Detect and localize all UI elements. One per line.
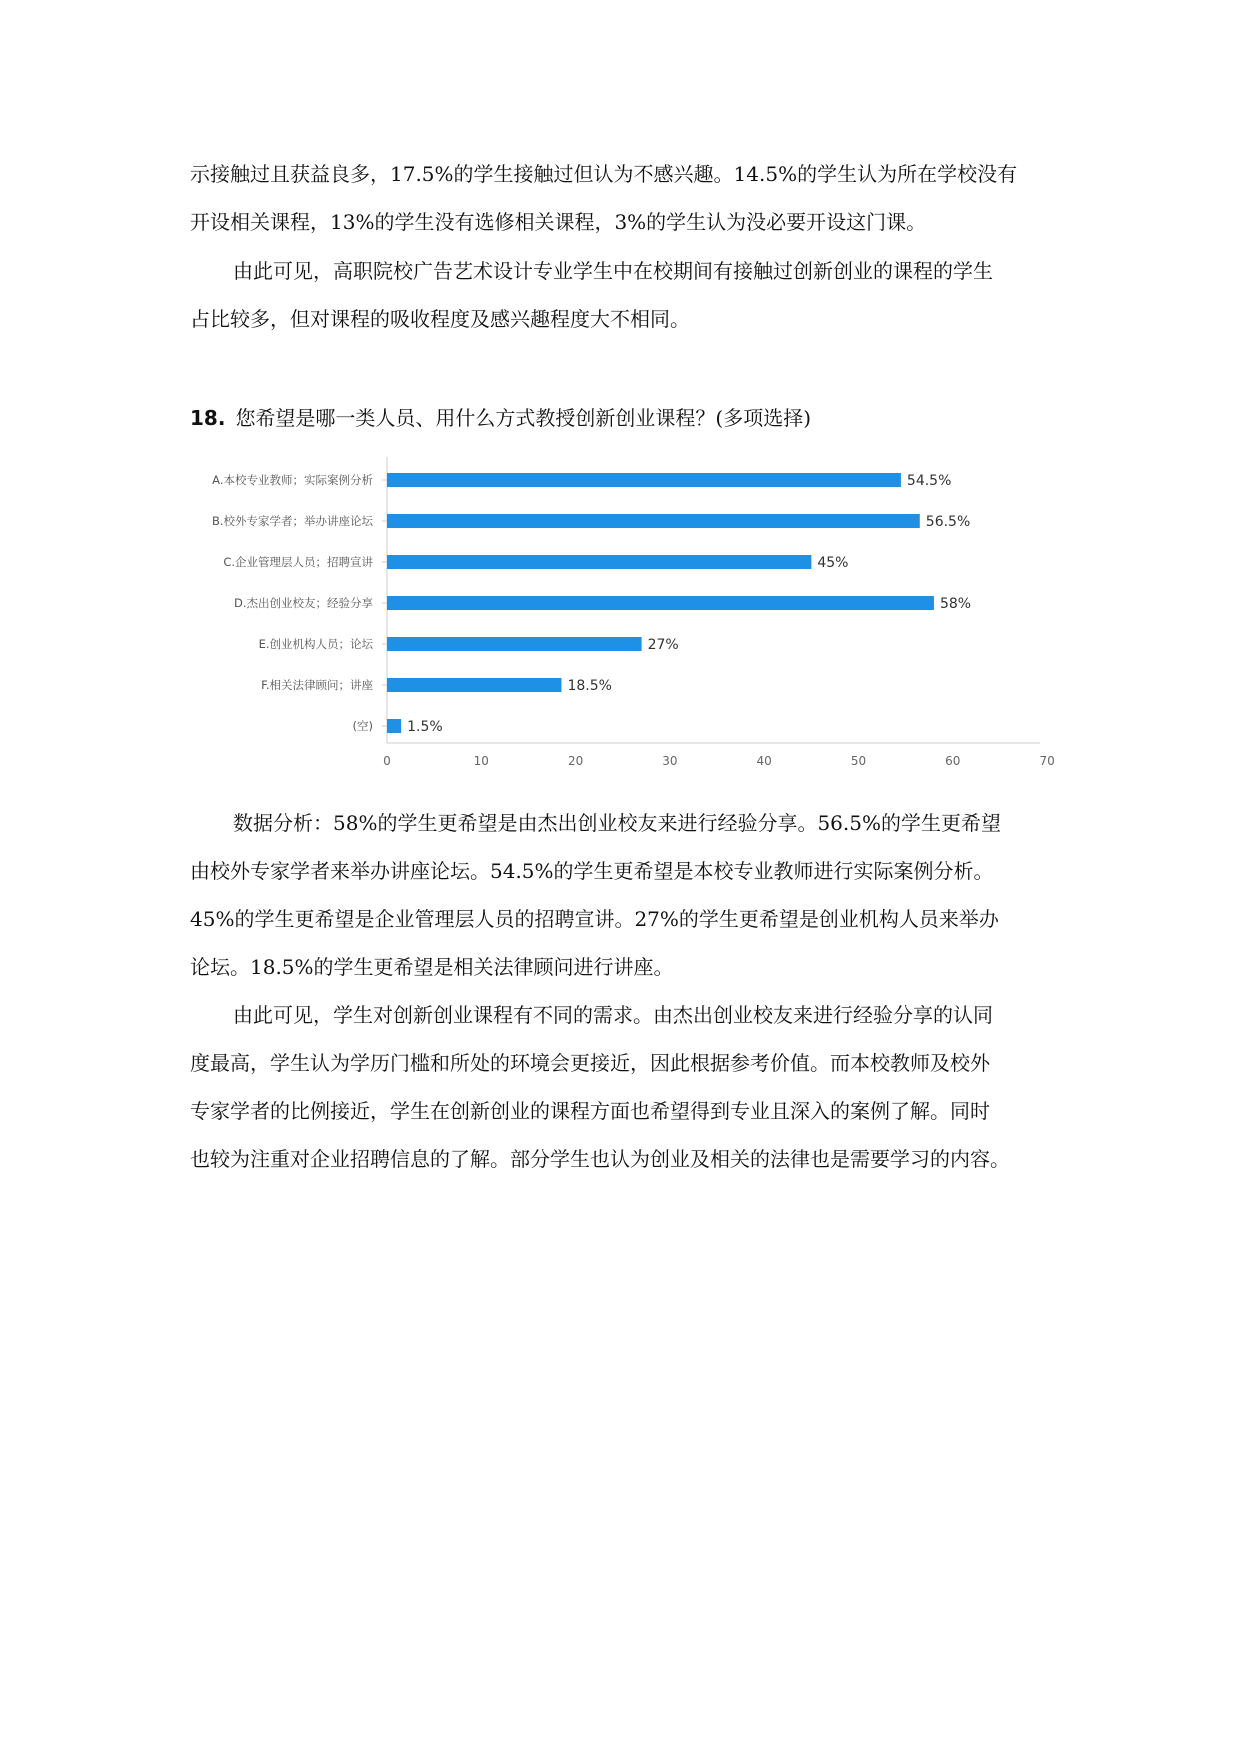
x-tick-label: 10 <box>473 754 489 768</box>
category-label: F.相关法律顾问；讲座 <box>261 678 373 692</box>
paragraph-line: 度最高，学生认为学历门槛和所处的环境会更接近，因此根据参考价值。而本校教师及校外 <box>190 1051 990 1075</box>
category-label: E.创业机构人员；论坛 <box>258 637 373 651</box>
bar <box>387 596 934 610</box>
x-tick-label: 40 <box>756 754 772 768</box>
paragraph-line: 由此可见，高职院校广告艺术设计专业学生中在校期间有接触过创新创业的课程的学生 <box>233 259 993 283</box>
paragraph-line: 论坛。18.5%的学生更希望是相关法律顾问进行讲座。 <box>190 955 674 979</box>
bar <box>387 719 401 733</box>
bar <box>387 514 920 528</box>
bar-value-label: 1.5% <box>407 719 443 735</box>
category-label: (空) <box>352 719 373 733</box>
bar-value-label: 56.5% <box>925 514 971 530</box>
paragraph-line: 由此可见，学生对创新创业课程有不同的需求。由杰出创业校友来进行经验分享的认同 <box>233 1003 993 1027</box>
bar <box>387 637 642 651</box>
bar-value-label: 58% <box>939 596 972 612</box>
question-heading <box>190 404 811 432</box>
bar <box>387 678 561 692</box>
category-label: A.本校专业教师；实际案例分析 <box>212 473 373 487</box>
category-label: B.校外专家学者；举办讲座论坛 <box>211 514 373 528</box>
paragraph-line: 45%的学生更希望是企业管理层人员的招聘宣讲。27%的学生更希望是创业机构人员来举办 <box>190 907 999 931</box>
x-tick-label: 30 <box>662 754 678 768</box>
x-tick-label: 20 <box>567 754 584 768</box>
category-label: C.企业管理层人员；招聘宣讲 <box>223 555 373 569</box>
x-tick-label: 70 <box>1039 754 1055 768</box>
paragraph-line: 开设相关课程，13%的学生没有选修相关课程，3%的学生认为没必要开设这门课。 <box>190 210 927 234</box>
question-text: 您希望是哪一类人员、用什么方式教授创新创业课程？(多项选择) <box>235 406 812 430</box>
category-label: D.杰出创业校友；经验分享 <box>233 596 373 610</box>
bar-value-label: 27% <box>647 637 679 653</box>
bar-chart-svg <box>190 455 1060 775</box>
paragraph-line: 占比较多，但对课程的吸收程度及感兴趣程度大不相同。 <box>190 307 690 331</box>
bar-value-label: 18.5% <box>567 678 612 694</box>
bar <box>387 555 811 569</box>
bar-chart <box>190 455 1060 779</box>
paragraph-line: 专家学者的比例接近，学生在创新创业的课程方面也希望得到专业且深入的案例了解。同时 <box>190 1099 990 1123</box>
x-tick-label: 60 <box>945 754 961 768</box>
paragraph-line: 也较为注重对企业招聘信息的了解。部分学生也认为创业及相关的法律也是需要学习的内容。 <box>190 1147 1010 1171</box>
paragraph-line: 数据分析：58%的学生更希望是由杰出创业校友来进行经验分享。56.5%的学生更希望 <box>233 811 1001 835</box>
x-tick-label: 0 <box>383 754 391 768</box>
paragraph-line: 示接触过且获益良多，17.5%的学生接触过但认为不感兴趣。14.5%的学生认为所在学校没有 <box>190 162 1018 186</box>
bar-value-label: 45% <box>817 555 849 571</box>
question-number: 18. <box>190 406 226 430</box>
bar <box>387 473 901 487</box>
x-tick-label: 50 <box>850 754 867 768</box>
bar-value-label: 54.5% <box>906 473 952 489</box>
paragraph-line: 由校外专家学者来举办讲座论坛。54.5%的学生更希望是本校专业教师进行实际案例分析。 <box>190 859 994 883</box>
